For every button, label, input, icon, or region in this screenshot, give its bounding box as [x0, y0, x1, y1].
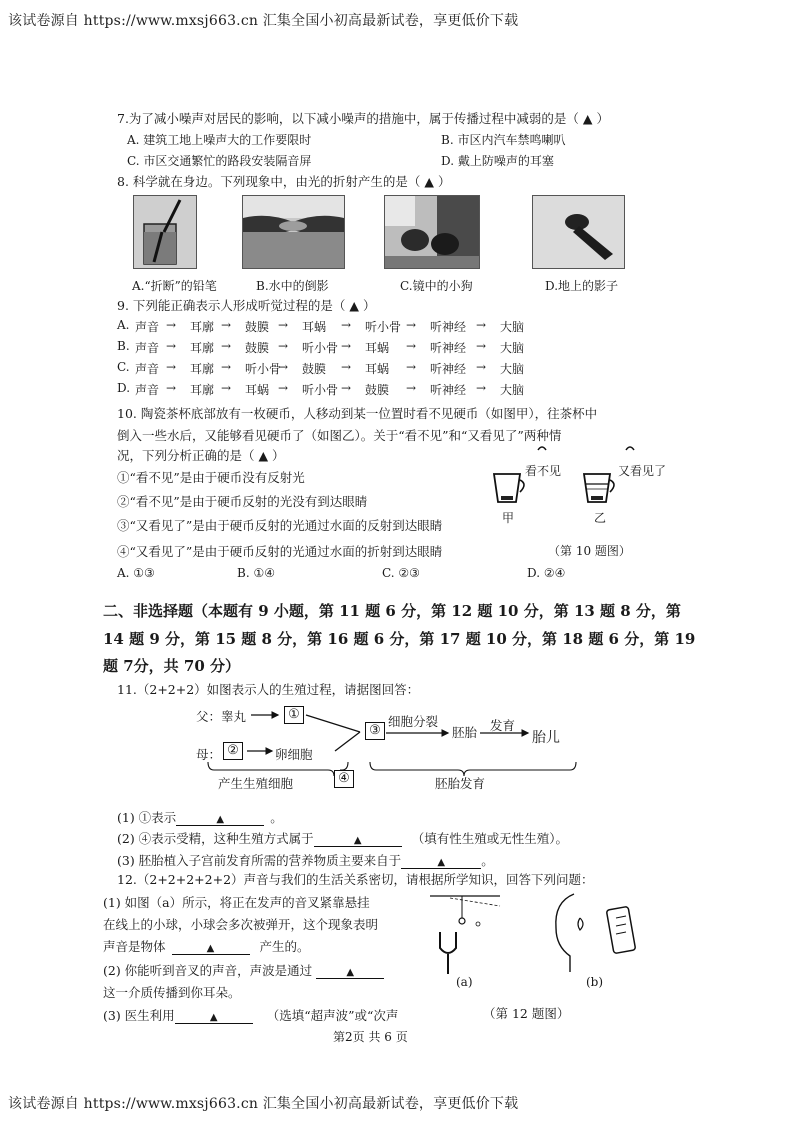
q10-option-a: A. ①③ — [117, 566, 155, 580]
q9-step: 耳廓 — [190, 320, 215, 334]
arrow-right-icon: → — [341, 360, 352, 374]
q9-option-label: B. — [117, 339, 130, 353]
q10-option-d: D. ②④ — [527, 566, 566, 580]
q12-part1-line2: 在线上的小球，小球会多次被弹开，这个现象表明 — [103, 917, 379, 932]
page-footer: 该试卷源自 https://www.mxsj663.cn 汇集全国小初高最新试卷，享更低价下载 — [8, 1096, 519, 1112]
q12-part3-end: （选填“超声波”或“次声 — [266, 1008, 399, 1023]
q12-answer-blank-2[interactable] — [316, 963, 384, 979]
arrow-right-icon: → — [166, 318, 177, 332]
q11-answer-blank-1[interactable] — [176, 810, 264, 826]
q9-option-label: A. — [117, 318, 130, 332]
q7-option-a: A. 建筑工地上噪声大的工作要限时 — [127, 133, 312, 147]
arrow-right-icon: → — [341, 339, 352, 353]
arrow-right-icon: → — [221, 381, 232, 395]
q12-part3-text: (3) 医生利用 — [103, 1008, 175, 1023]
q12-figure-caption: （第 12 题图） — [483, 1006, 570, 1021]
q10-option-c: C. ②③ — [382, 566, 420, 580]
q11-box-2: ② — [223, 742, 243, 760]
arrow-right-icon: → — [166, 360, 177, 374]
section2-line3: 题 7分，共 70 分） — [103, 657, 240, 675]
q10-fig-label-right: 又看见了 — [618, 464, 667, 478]
q9-step: 鼓膜 — [245, 341, 270, 355]
photo-water-reflection — [242, 195, 345, 269]
q12-part2-line2: 这一介质传播到你耳朵。 — [103, 985, 241, 1000]
arrow-right-icon: → — [221, 318, 232, 332]
answer-mark-icon: ▲ — [216, 814, 225, 825]
q7-option-c: C. 市区交通繁忙的路段安装隔音屏 — [127, 154, 312, 168]
q8-stem: 8. 科学就在身边。下列现象中，由光的折射产生的是（ ▲ ） — [117, 174, 451, 189]
arrow-right-icon: → — [278, 318, 289, 332]
section2-line2: 14 题 9 分，第 15 题 8 分，第 16 题 6 分，第 17 题 10 分，第 18 题 6 分，第 19 — [103, 630, 696, 648]
q9-step: 大脑 — [500, 341, 525, 355]
q9-step: 耳蜗 — [302, 320, 327, 334]
q10-figure-caption: （第 10 题图） — [548, 544, 631, 558]
q11-develop-label: 发育 — [490, 718, 516, 733]
q11-part1 — [117, 808, 283, 826]
q12-answer-blank-1[interactable] — [172, 939, 250, 955]
q9-step: 听小骨 — [245, 362, 282, 376]
q9-option-label: C. — [117, 360, 130, 374]
q7-option-d: D. 戴上防噪声的耳塞 — [441, 154, 554, 168]
q10-line1: 10. 陶瓷茶杯底部放有一枚硬币，人移动到某一位置时看不见硬币（如图甲），往茶杯中 — [117, 406, 598, 421]
q12-part3 — [103, 1006, 398, 1024]
q9-step: 耳廓 — [190, 341, 215, 355]
q10-statement-2: ②“看不见”是由于硬币反射的光没有到达眼睛 — [117, 494, 368, 509]
q9-step: 听神经 — [430, 341, 467, 355]
q9-step: 听小骨 — [365, 320, 402, 334]
q11-part1-end: 。 — [270, 810, 283, 825]
q11-part3-end: 。 — [481, 853, 494, 868]
q9-step: 声音 — [135, 383, 160, 397]
q11-father-label: 父：睾丸 — [196, 709, 247, 724]
q11-box-1: ① — [284, 706, 304, 724]
q11-part2-text: (2) ④表示受精，这种生殖方式属于 — [117, 831, 314, 846]
q11-part2 — [117, 829, 568, 847]
q11-embryo-label: 胚胎 — [452, 725, 478, 740]
answer-mark-icon: ▲ — [437, 857, 446, 868]
q11-part2-end: （填有性生殖或无性生殖）。 — [411, 831, 568, 846]
q11-mother-label: 母： — [196, 747, 222, 762]
arrow-right-icon: → — [476, 339, 487, 353]
q8-caption-c: C.镜中的小狗 — [400, 279, 473, 293]
arrow-right-icon: → — [221, 339, 232, 353]
q11-egg-label: 卵细胞 — [275, 747, 313, 762]
q9-step: 听小骨 — [302, 383, 339, 397]
q9-step: 耳廓 — [190, 383, 215, 397]
q12-stem: 12.（2+2+2+2+2）声音与我们的生活关系密切，请根据所学知识，回答下列问题： — [117, 872, 594, 887]
answer-mark-icon: ▲ — [209, 1012, 218, 1023]
q10-option-b: B. ①④ — [237, 566, 275, 580]
q9-step: 鼓膜 — [302, 362, 327, 376]
q9-step: 大脑 — [500, 320, 525, 334]
q12-fig-label-a: (a) — [456, 975, 473, 989]
q9-step: 耳蜗 — [245, 383, 270, 397]
q9-stem: 9. 下列能正确表示人形成听觉过程的是（ ▲ ） — [117, 298, 376, 313]
q9-step: 鼓膜 — [245, 320, 270, 334]
q9-step: 耳蜗 — [365, 341, 390, 355]
page-number: 第2页 共 6 页 — [333, 1030, 408, 1044]
q11-box-4: ④ — [334, 770, 354, 788]
arrow-right-icon: → — [341, 318, 352, 332]
q9-step: 听小骨 — [302, 341, 339, 355]
q11-box-3: ③ — [365, 722, 385, 740]
photo-pencil-in-water — [133, 195, 197, 269]
photo-dog-shadow — [532, 195, 625, 269]
answer-mark-icon: ▲ — [206, 943, 215, 954]
arrow-right-icon: → — [278, 360, 289, 374]
q10-statement-4: ④“又看见了”是由于硬币反射的光通过水面的折射到达眼睛 — [117, 544, 443, 559]
q9-step: 听神经 — [430, 383, 467, 397]
arrow-right-icon: → — [341, 381, 352, 395]
q9-step: 耳蜗 — [365, 362, 390, 376]
section2-line1: 二、非选择题（本题有 9 小题，第 11 题 6 分，第 12 题 10 分，第 13 题 8 分，第 — [103, 602, 681, 620]
q12-answer-blank-3[interactable] — [175, 1008, 253, 1024]
q10-line3: 况，下列分析正确的是（ ▲ ） — [117, 448, 285, 463]
arrow-right-icon: → — [406, 360, 417, 374]
arrow-right-icon: → — [166, 381, 177, 395]
q9-step: 大脑 — [500, 362, 525, 376]
arrow-right-icon: → — [278, 339, 289, 353]
q10-cups-figure — [488, 444, 638, 512]
q12-part1-line1: (1) 如图（a）所示，将正在发声的音叉紧靠悬挂 — [103, 895, 370, 910]
q10-line2: 倒入一些水后，又能够看见硬币了（如图乙）。关于“看不见”和“又看见了”两种情 — [117, 428, 562, 443]
q11-division-label: 细胞分裂 — [388, 714, 439, 729]
q11-phase1-label: 产生生殖细胞 — [218, 776, 294, 791]
q10-statement-3: ③“又看见了”是由于硬币反射的光通过水面的反射到达眼睛 — [117, 518, 443, 533]
q10-cup-label-left: 甲 — [502, 511, 515, 525]
arrow-right-icon: → — [166, 339, 177, 353]
q8-caption-b: B.水中的倒影 — [256, 279, 329, 293]
q12-part1-end: 产生的。 — [259, 939, 310, 954]
q11-part1-text: (1) ①表示 — [117, 810, 177, 825]
q11-part3-text: (3) 胚胎植入子宫前发育所需的营养物质主要来自于 — [117, 853, 402, 868]
q9-step: 声音 — [135, 362, 160, 376]
q9-step: 声音 — [135, 320, 160, 334]
q11-answer-blank-2[interactable] — [314, 831, 402, 847]
q12-part2-line1 — [103, 961, 384, 979]
q10-cup-label-right: 乙 — [594, 511, 607, 525]
arrow-right-icon: → — [476, 360, 487, 374]
arrow-right-icon: → — [406, 381, 417, 395]
q11-part3 — [117, 851, 494, 869]
photo-dog-in-mirror — [384, 195, 480, 269]
q10-statement-1: ①“看不见”是由于硬币没有反射光 — [117, 470, 305, 485]
arrow-right-icon: → — [221, 360, 232, 374]
q11-stem: 11.（2+2+2）如图表示人的生殖过程，请据图回答： — [117, 682, 420, 697]
arrow-right-icon: → — [278, 381, 289, 395]
q9-step: 耳廓 — [190, 362, 215, 376]
q8-caption-d: D.地上的影子 — [545, 279, 619, 293]
q12-fig-label-b: (b) — [586, 975, 604, 989]
arrow-right-icon: → — [406, 318, 417, 332]
q9-step: 听神经 — [430, 362, 467, 376]
q12-part2-text: (2) 你能听到音叉的声音，声波是通过 — [103, 963, 313, 978]
answer-mark-icon: ▲ — [353, 835, 362, 846]
arrow-right-icon: → — [476, 318, 487, 332]
q9-step: 大脑 — [500, 383, 525, 397]
q12-figure — [420, 888, 640, 988]
q9-step: 听神经 — [430, 320, 467, 334]
answer-mark-icon: ▲ — [346, 967, 355, 978]
q7-stem: 7.为了减小噪声对居民的影响，以下减小噪声的措施中，属于传播过程中减弱的是（ ▲ ） — [117, 111, 609, 126]
q7-option-b: B. 市区内汽车禁鸣喇叭 — [441, 133, 566, 147]
q9-step: 鼓膜 — [365, 383, 390, 397]
q11-arrows — [190, 700, 590, 790]
arrow-right-icon: → — [476, 381, 487, 395]
q12-part1-text: 声音是物体 — [103, 939, 166, 954]
q11-answer-blank-3[interactable] — [401, 853, 481, 869]
q12-part1-line3 — [103, 937, 310, 955]
arrow-right-icon: → — [406, 339, 417, 353]
q10-fig-label-left: 看不见 — [525, 464, 562, 478]
q11-fetus-label: 胎儿 — [532, 730, 560, 746]
q9-option-label: D. — [117, 381, 131, 395]
q9-step: 声音 — [135, 341, 160, 355]
page-header: 该试卷源自 https://www.mxsj663.cn 汇集全国小初高最新试卷，享更低价下载 — [8, 13, 519, 29]
q8-caption-a: A.“折断”的铅笔 — [132, 279, 217, 293]
q11-phase2-label: 胚胎发育 — [435, 776, 486, 791]
